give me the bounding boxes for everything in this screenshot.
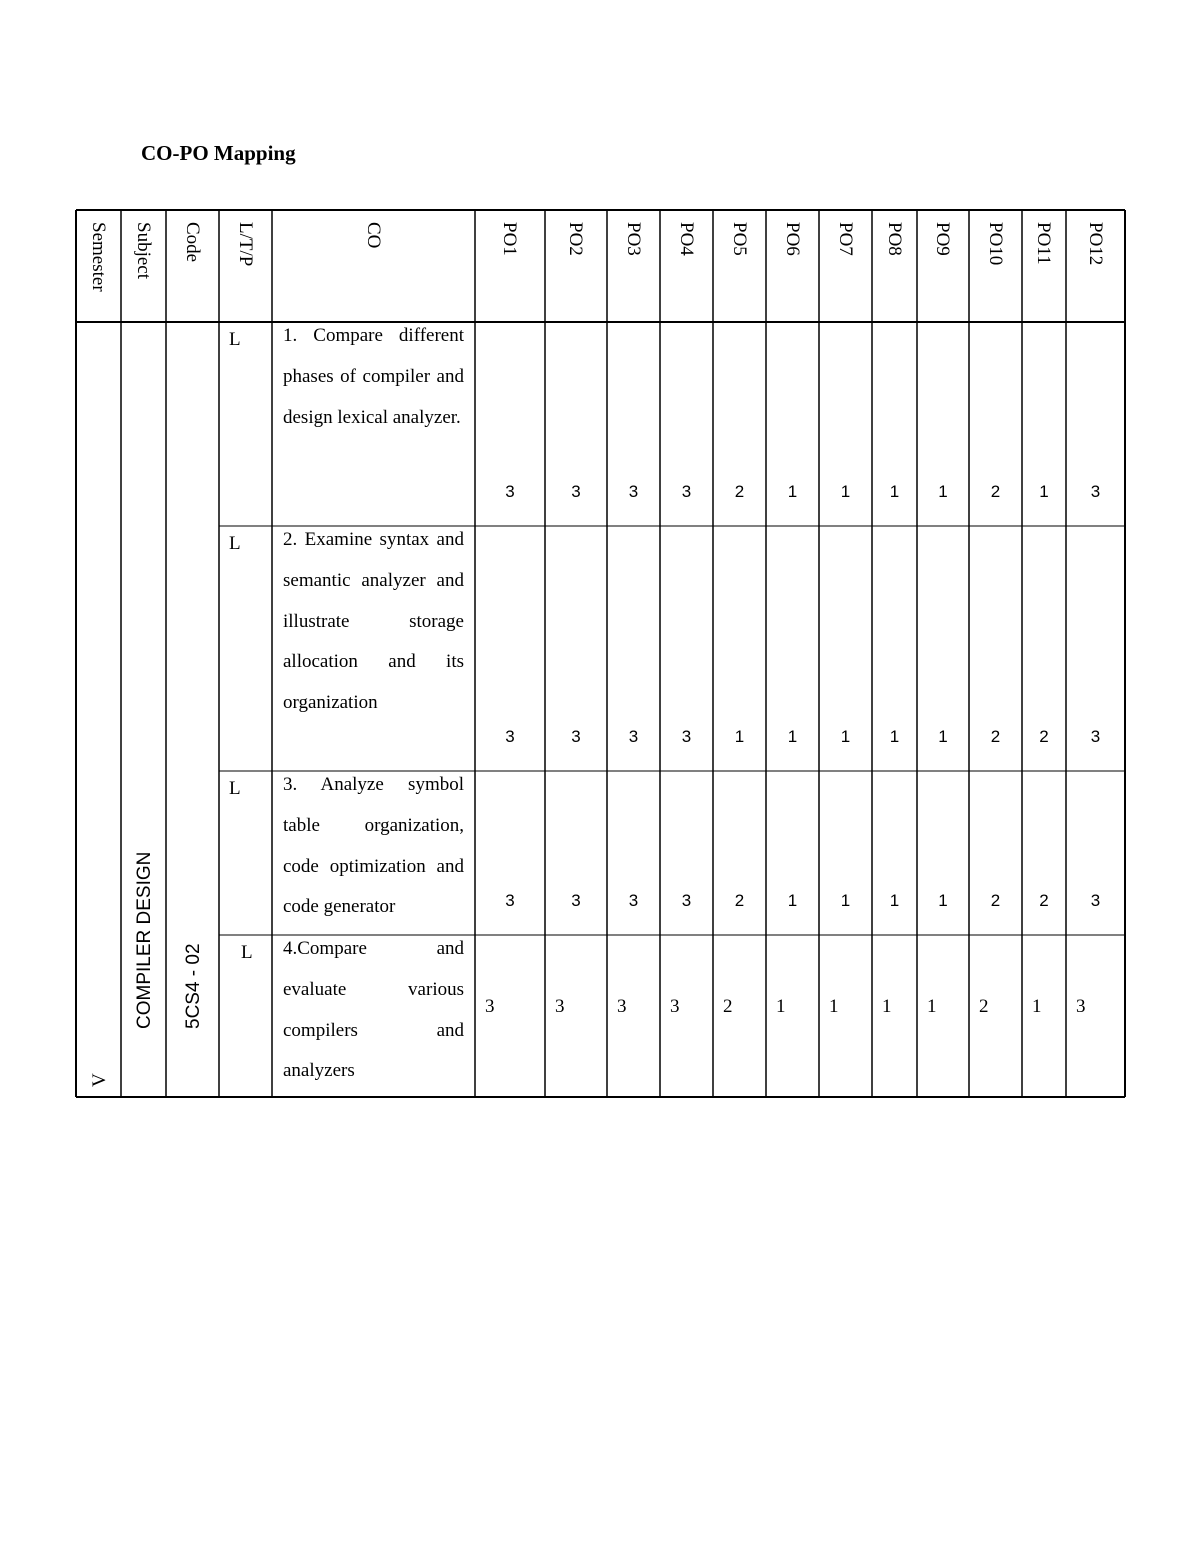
header-po8: PO8 (883, 222, 905, 256)
header-po11: PO11 (1033, 222, 1054, 265)
po-value: 3 (555, 996, 565, 1017)
header-po10: PO10 (984, 222, 1006, 266)
po-value: 1 (889, 727, 900, 746)
po-value: 2 (1039, 727, 1049, 746)
po-value: 2 (990, 891, 1001, 910)
ltp-cell: L (241, 942, 253, 963)
po-value: 3 (681, 727, 692, 746)
po-value: 2 (723, 996, 733, 1017)
po-value: 1 (840, 891, 851, 910)
po-value: 3 (571, 482, 581, 501)
po-value: 1 (938, 482, 948, 501)
po-value: 2 (734, 482, 745, 501)
po-value: 3 (628, 727, 639, 746)
header-po2: PO2 (565, 222, 586, 256)
po-value: 1 (787, 482, 798, 501)
po-value: 2 (990, 482, 1001, 501)
semester-value: V (88, 1073, 110, 1087)
po-value: 1 (889, 482, 900, 501)
header-subject: Subject (132, 222, 154, 279)
header-po4: PO4 (675, 222, 697, 256)
po-value: 1 (882, 996, 892, 1017)
po-value: 3 (628, 891, 639, 910)
co-text: 2. Examine syntax and semantic analyzer and illustrate storage allocation and its organization (283, 529, 464, 714)
po-value: 1 (1032, 996, 1042, 1017)
co-text: 3. Analyze symbol table organization, code optimization and code generator (283, 774, 464, 918)
po-value: 1 (787, 891, 798, 910)
header-po7: PO7 (834, 222, 856, 256)
po-value: 1 (787, 727, 798, 746)
po-value: 1 (1039, 482, 1049, 501)
header-po6: PO6 (781, 222, 803, 256)
header-po12: PO12 (1084, 222, 1106, 266)
co-text: 1. Compare different phases of compiler and design lexical analyzer. (283, 325, 464, 428)
ltp-cell: L (229, 533, 241, 554)
po-value: 2 (734, 891, 745, 910)
subject-value: COMPILER DESIGN (133, 851, 155, 1029)
po-value: 1 (734, 727, 745, 746)
po-value: 3 (681, 891, 692, 910)
po-value: 1 (938, 727, 948, 746)
header-po5: PO5 (728, 222, 750, 256)
header-semester: Semester (87, 222, 109, 292)
po-value: 1 (889, 891, 900, 910)
po-value: 3 (681, 482, 692, 501)
po-value: 1 (927, 996, 937, 1017)
co-text: 4.Compare and evaluate various compilers and analyzers (283, 938, 464, 1082)
po-value: 3 (505, 891, 515, 910)
po-value: 3 (670, 996, 680, 1017)
po-value: 2 (1039, 891, 1049, 910)
po-value: 1 (829, 996, 839, 1017)
header-po1: PO1 (499, 222, 520, 256)
po-value: 3 (1090, 891, 1101, 910)
po-value: 3 (628, 482, 639, 501)
po-value: 3 (505, 727, 515, 746)
page-title: CO-PO Mapping (141, 141, 296, 165)
po-value: 1 (840, 482, 851, 501)
po-value: 3 (571, 891, 581, 910)
header-po9: PO9 (932, 222, 953, 256)
po-value: 2 (990, 727, 1001, 746)
po-value: 3 (571, 727, 581, 746)
header-ltp: L/T/P (234, 222, 256, 267)
code-value: 5CS4 - 02 (182, 943, 204, 1029)
po-value: 2 (979, 996, 989, 1017)
po-value: 1 (776, 996, 786, 1017)
header-co: CO (362, 222, 384, 249)
ltp-cell: L (229, 778, 241, 799)
header-code: Code (181, 222, 203, 263)
po-value: 1 (938, 891, 948, 910)
po-value: 3 (1090, 482, 1101, 501)
po-value: 3 (1076, 996, 1086, 1017)
po-value: 3 (1090, 727, 1101, 746)
po-value: 1 (840, 727, 851, 746)
ltp-cell: L (229, 329, 241, 350)
po-value: 3 (617, 996, 627, 1017)
po-value: 3 (485, 996, 495, 1017)
header-po3: PO3 (622, 222, 644, 256)
po-value: 3 (505, 482, 515, 501)
